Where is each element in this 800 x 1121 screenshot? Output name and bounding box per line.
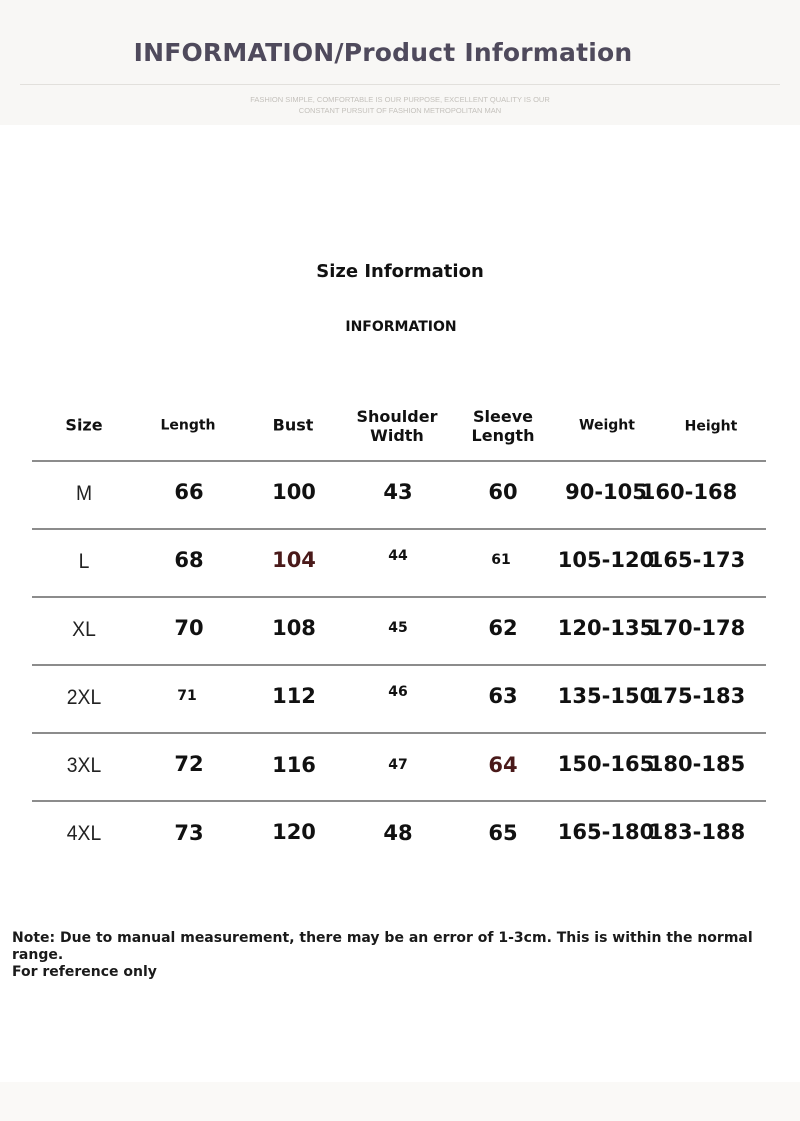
cell-length: 68 — [174, 548, 204, 572]
cell-size: 4XL — [66, 822, 102, 845]
cell-height: 175-183 — [648, 684, 746, 708]
cell-height: 180-185 — [648, 752, 746, 776]
cell-length: 70 — [174, 616, 204, 640]
cell-weight: 105-120 — [557, 548, 655, 572]
cell-bust: 120 — [272, 820, 316, 844]
cell-size: 3XL — [66, 754, 102, 777]
header-length: Length — [160, 417, 216, 434]
header-sleeve-line-1: Sleeve — [473, 407, 533, 426]
cell-length: 71 — [177, 688, 197, 704]
cell-length: 66 — [174, 480, 204, 504]
section-title: Size Information — [316, 261, 484, 282]
cell-height: 183-188 — [648, 820, 746, 844]
cell-height: 165-173 — [648, 548, 746, 572]
cell-shoulder: 47 — [388, 757, 408, 773]
header-sleeve-line-2: Length — [471, 426, 535, 445]
header-sleeve-length — [472, 407, 535, 445]
header-shoulder-width — [357, 407, 438, 445]
cell-bust: 100 — [272, 480, 316, 504]
cell-size: L — [78, 550, 90, 573]
cell-shoulder: 48 — [383, 821, 413, 845]
row-divider — [32, 664, 766, 666]
cell-weight: 120-135 — [557, 616, 655, 640]
cell-bust: 108 — [272, 616, 316, 640]
header-height: Height — [684, 418, 738, 435]
tagline-line-1: FASHION SIMPLE, COMFORTABLE IS OUR PURPOSE, EXCELLENT QUALITY IS OUR — [250, 95, 550, 104]
cell-length: 73 — [174, 821, 204, 845]
row-divider — [32, 800, 766, 802]
cell-size: XL — [72, 618, 96, 641]
header-size: Size — [65, 415, 103, 435]
header-bust: Bust — [272, 415, 314, 435]
cell-length: 72 — [174, 752, 204, 776]
cell-bust: 104 — [272, 548, 316, 572]
cell-sleeve: 63 — [488, 684, 518, 708]
cell-height: 170-178 — [648, 616, 746, 640]
footer-band — [0, 1082, 800, 1121]
note-line-2: For reference only — [12, 964, 157, 980]
header-shoulder-line-1: Shoulder — [356, 407, 438, 426]
cell-bust: 116 — [272, 753, 316, 777]
cell-sleeve: 65 — [488, 821, 518, 845]
cell-sleeve: 61 — [491, 552, 511, 568]
cell-height: 160-168 — [640, 480, 738, 504]
cell-bust: 112 — [272, 684, 316, 708]
section-subtitle: INFORMATION — [345, 319, 457, 335]
header-divider — [20, 84, 780, 85]
cell-weight: 90-105 — [565, 480, 647, 504]
header-weight: Weight — [579, 417, 635, 434]
cell-sleeve: 62 — [488, 616, 518, 640]
cell-shoulder: 46 — [388, 684, 408, 700]
cell-sleeve: 64 — [488, 753, 518, 777]
cell-shoulder: 45 — [388, 620, 408, 636]
row-divider — [32, 596, 766, 598]
cell-weight: 135-150 — [557, 684, 655, 708]
page-title: INFORMATION/Product Information — [133, 38, 633, 67]
cell-sleeve: 60 — [488, 480, 518, 504]
tagline-line-2: CONSTANT PURSUIT OF FASHION METROPOLITAN MAN — [298, 106, 502, 115]
row-divider — [32, 460, 766, 462]
note-line-1: Note: Due to manual measurement, there may be an error of 1-3cm. This is within the normal range. — [12, 930, 753, 963]
cell-shoulder: 43 — [383, 480, 413, 504]
measurement-note — [12, 930, 792, 981]
row-divider — [32, 528, 766, 530]
header-shoulder-line-2: Width — [370, 426, 424, 445]
header-tagline — [200, 94, 600, 116]
cell-weight: 150-165 — [557, 752, 655, 776]
cell-weight: 165-180 — [557, 820, 655, 844]
cell-size: 2XL — [66, 686, 102, 709]
cell-shoulder: 44 — [388, 548, 408, 564]
cell-size: M — [75, 482, 93, 505]
row-divider — [32, 732, 766, 734]
